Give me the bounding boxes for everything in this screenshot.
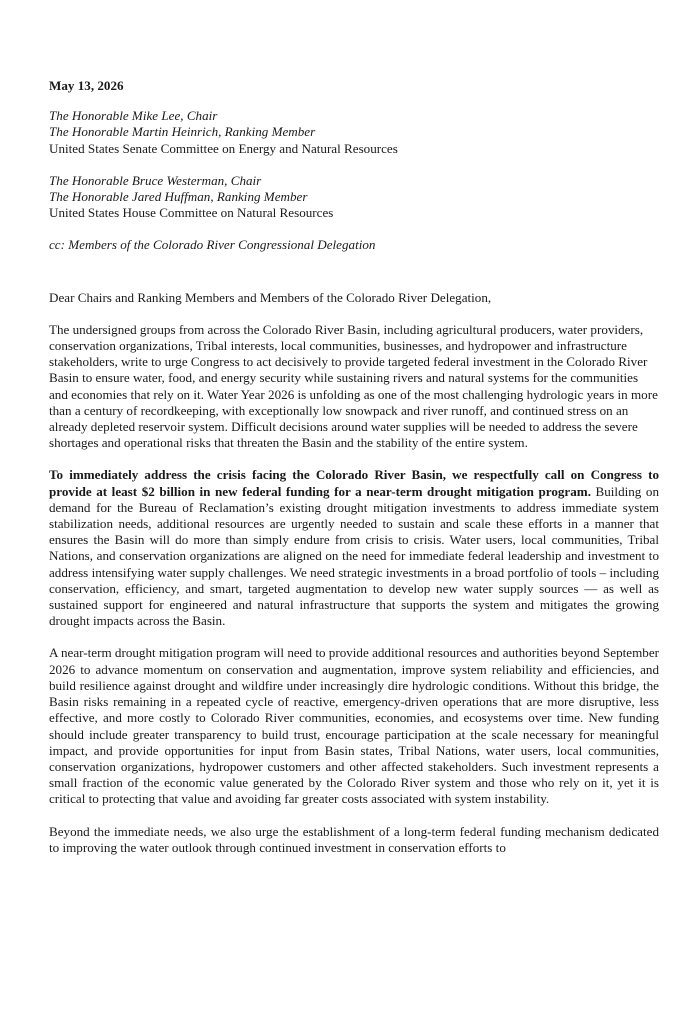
paragraph-drought-program: A near-term drought mitigation program will need to provide additional resources and authorities beyond September 2026 to advance momentum on conservation and augmentation, improve system reliability and efficiencies, and build resilience against drought and wildfire under increasingly dire hydrologic conditions. Without this bridge, the Basin risks remaining in a repeated cycle of reactive, emergency-driven operations that are more disruptive, less effective, and more costly to Colorado River communities, economies, and ecosystems over time. New funding should include greater transparency to build trust, encourage participation at the scale necessary for meaningful impact, and provide opportunities for input from Basin states, Tribal Nations, water users, local communities, conservation organizations, hydropower customers and other affected stakeholders. Such investment represents a small fraction of the economic value generated by the Colorado River system and those who rely on it, yet it is critical to protecting that value and avoiding far greater costs associated with system instability. [49,645,659,807]
senate-committee: United States Senate Committee on Energy and Natural Resources [49,140,398,156]
paragraph-intro: The undersigned groups from across the Colorado River Basin, including agricultural producers, water providers, conservation organizations, Tribal interests, local communities, businesses, and hydropower and infrastructure stakeholders, write to urge Congress to act decisively to provide targeted federal investment in the Colorado River Basin to ensure water, food, and energy security while sustaining rivers and natural systems for the communities and economies that rely on it. Water Year 2026 is unfolding as one of the most challenging hydrologic years in more than a century of recordkeeping, with exceptionally low snowpack and river runoff, and continued stress on an already depleted reservoir system. Difficult decisions around water supplies will be needed to address the severe shortages and operational risks that threaten the Basin and the stability of the entire system. [49,321,658,451]
letter-body [49,78,659,872]
senate-chair: The Honorable Mike Lee, Chair [49,108,218,124]
salutation: Dear Chairs and Ranking Members and Members of the Colorado River Delegation, [49,289,492,305]
senate-ranking-member: The Honorable Martin Heinrich, Ranking Member [49,124,316,140]
funding-request-bold: To immediately address the crisis facing the Colorado River Basin, we respectfully call on Congress to provide at least $2 billion in new federal funding for a near-term drought mitigation program. [49,467,659,499]
house-ranking-member: The Honorable Jared Huffman, Ranking Member [49,189,308,205]
house-committee: United States House Committee on Natural Resources [49,205,334,221]
funding-request-body: Building on demand for the Bureau of Reclamation’s existing drought mitigation investments to address immediate system stabilization needs, additional resources are urgently needed to sustain and scale these efforts in a manner that ensures the Basin will do more than simply endure from crisis to crisis. Water users, local communities, Tribal Nations, and conservation organizations are aligned on the need for immediate federal leadership and investment to address intensifying water supply challenges. We need strategic investments in a broad portfolio of tools – including conservation, efficiency, and smart, targeted augmentation to develop new water supply sources — as well as sustained support for engineered and natural infrastructure that supports the system and mitigates the growing drought impacts across the Basin. [49,483,659,629]
paragraph-funding-request [49,467,659,629]
house-addressee-block [49,173,659,222]
senate-addressee-block [49,108,659,157]
paragraph-long-term: Beyond the immediate needs, we also urge the establishment of a long-term federal funding mechanism dedicated to improving the water outlook through continued investment in conservation efforts to [49,823,659,855]
cc-line: cc: Members of the Colorado River Congressional Delegation [49,237,376,253]
letter-date: May 13, 2026 [49,78,124,93]
house-chair: The Honorable Bruce Westerman, Chair [49,172,262,188]
